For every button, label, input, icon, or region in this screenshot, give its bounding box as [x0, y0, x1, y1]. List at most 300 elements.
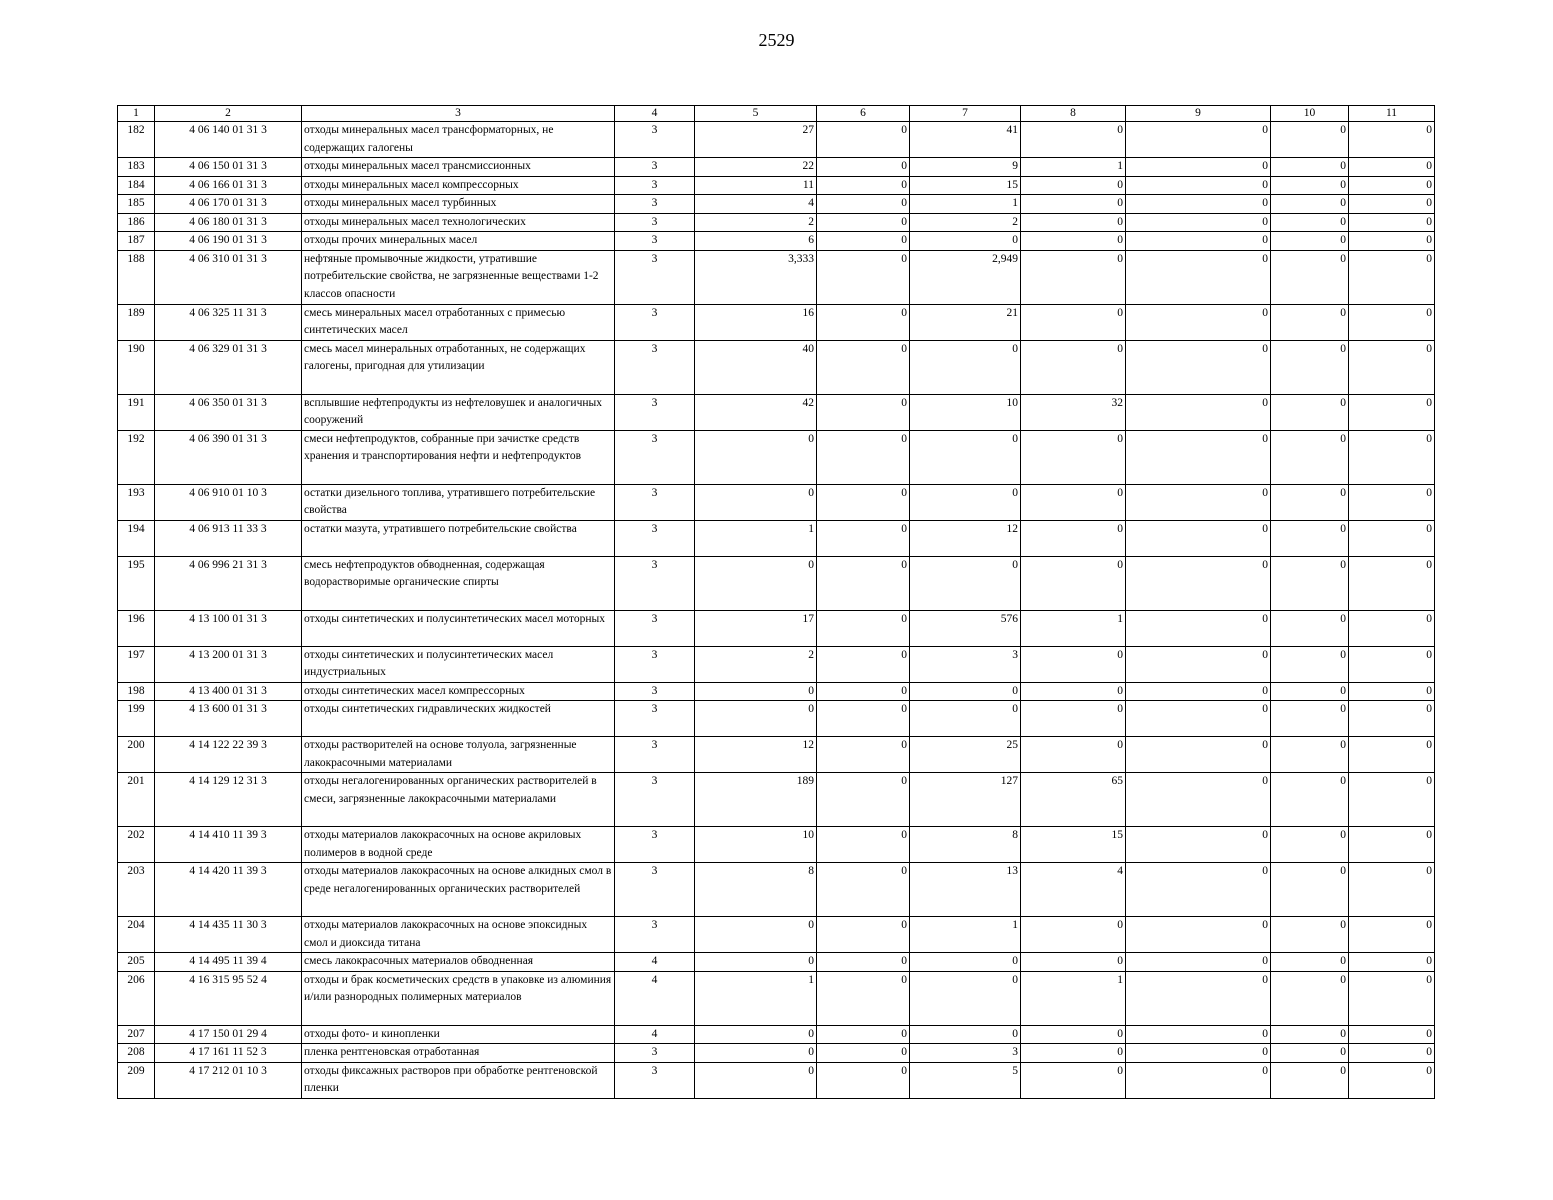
- row-number: 203: [118, 863, 155, 917]
- value-col-11: 0: [1349, 917, 1435, 953]
- waste-code: 4 17 150 01 29 4: [155, 1025, 302, 1044]
- value-col-5: 10: [695, 827, 817, 863]
- value-col-7: 1: [910, 195, 1021, 214]
- value-col-5: 2: [695, 646, 817, 682]
- waste-code: 4 13 100 01 31 3: [155, 610, 302, 646]
- value-col-10: 0: [1271, 213, 1349, 232]
- value-col-11: 0: [1349, 394, 1435, 430]
- value-col-10: 0: [1271, 176, 1349, 195]
- table-row: [118, 556, 1435, 610]
- value-col-7: 3: [910, 1044, 1021, 1063]
- value-col-5: 189: [695, 773, 817, 827]
- table-row: [118, 737, 1435, 773]
- value-col-9: 0: [1126, 304, 1271, 340]
- value-col-11: 0: [1349, 1025, 1435, 1044]
- table-row: [118, 1025, 1435, 1044]
- value-col-9: 0: [1126, 953, 1271, 972]
- value-col-8: 0: [1021, 682, 1126, 701]
- value-col-11: 0: [1349, 304, 1435, 340]
- hazard-class: 3: [615, 773, 695, 827]
- table-row: [118, 195, 1435, 214]
- row-number: 192: [118, 430, 155, 484]
- value-col-5: 0: [695, 484, 817, 520]
- value-col-7: 12: [910, 520, 1021, 556]
- value-col-6: 0: [817, 394, 910, 430]
- table-row: [118, 610, 1435, 646]
- value-col-6: 0: [817, 250, 910, 304]
- hazard-class: 3: [615, 737, 695, 773]
- value-col-6: 0: [817, 971, 910, 1025]
- value-col-8: 0: [1021, 304, 1126, 340]
- value-col-10: 0: [1271, 773, 1349, 827]
- value-col-9: 0: [1126, 917, 1271, 953]
- value-col-6: 0: [817, 682, 910, 701]
- value-col-8: 0: [1021, 556, 1126, 610]
- column-header: 6: [817, 106, 910, 122]
- value-col-9: 0: [1126, 158, 1271, 177]
- value-col-6: 0: [817, 213, 910, 232]
- value-col-6: 0: [817, 917, 910, 953]
- waste-code: 4 14 122 22 39 3: [155, 737, 302, 773]
- value-col-7: 8: [910, 827, 1021, 863]
- row-number: 187: [118, 232, 155, 251]
- column-header: 11: [1349, 106, 1435, 122]
- value-col-11: 0: [1349, 863, 1435, 917]
- hazard-class: 3: [615, 250, 695, 304]
- column-header: 4: [615, 106, 695, 122]
- value-col-10: 0: [1271, 195, 1349, 214]
- waste-code: 4 06 329 01 31 3: [155, 340, 302, 394]
- table-row: [118, 304, 1435, 340]
- value-col-6: 0: [817, 610, 910, 646]
- table-row: [118, 701, 1435, 737]
- value-col-6: 0: [817, 556, 910, 610]
- hazard-class: 3: [615, 610, 695, 646]
- value-col-8: 0: [1021, 701, 1126, 737]
- value-col-9: 0: [1126, 556, 1271, 610]
- waste-code: 4 06 170 01 31 3: [155, 195, 302, 214]
- value-col-6: 0: [817, 195, 910, 214]
- row-number: 208: [118, 1044, 155, 1063]
- table-row: [118, 682, 1435, 701]
- table-row: [118, 827, 1435, 863]
- value-col-11: 0: [1349, 682, 1435, 701]
- waste-name: пленка рентгеновская отработанная: [302, 1044, 615, 1063]
- waste-name: всплывшие нефтепродукты из нефтеловушек и аналогичных сооружений: [302, 394, 615, 430]
- value-col-8: 0: [1021, 176, 1126, 195]
- waste-code: 4 17 212 01 10 3: [155, 1062, 302, 1098]
- value-col-5: 0: [695, 430, 817, 484]
- value-col-6: 0: [817, 1025, 910, 1044]
- row-number: 199: [118, 701, 155, 737]
- value-col-5: 0: [695, 1025, 817, 1044]
- value-col-8: 1: [1021, 158, 1126, 177]
- value-col-7: 0: [910, 340, 1021, 394]
- waste-code: 4 14 495 11 39 4: [155, 953, 302, 972]
- value-col-6: 0: [817, 773, 910, 827]
- value-col-6: 0: [817, 701, 910, 737]
- table-row: [118, 340, 1435, 394]
- value-col-7: 0: [910, 484, 1021, 520]
- row-number: 182: [118, 122, 155, 158]
- value-col-10: 0: [1271, 971, 1349, 1025]
- value-col-5: 0: [695, 1062, 817, 1098]
- value-col-9: 0: [1126, 1044, 1271, 1063]
- row-number: 184: [118, 176, 155, 195]
- value-col-8: 0: [1021, 917, 1126, 953]
- waste-code: 4 06 390 01 31 3: [155, 430, 302, 484]
- waste-name: отходы минеральных масел трансформаторных, не содержащих галогены: [302, 122, 615, 158]
- value-col-6: 0: [817, 232, 910, 251]
- value-col-9: 0: [1126, 863, 1271, 917]
- value-col-8: 0: [1021, 953, 1126, 972]
- waste-code: 4 06 140 01 31 3: [155, 122, 302, 158]
- value-col-7: 15: [910, 176, 1021, 195]
- value-col-10: 0: [1271, 520, 1349, 556]
- table-row: [118, 394, 1435, 430]
- waste-code: 4 16 315 95 52 4: [155, 971, 302, 1025]
- value-col-5: 16: [695, 304, 817, 340]
- hazard-class: 3: [615, 158, 695, 177]
- table-row: [118, 773, 1435, 827]
- column-header: 5: [695, 106, 817, 122]
- value-col-11: 0: [1349, 773, 1435, 827]
- value-col-9: 0: [1126, 250, 1271, 304]
- column-header: 10: [1271, 106, 1349, 122]
- waste-code: 4 06 325 11 31 3: [155, 304, 302, 340]
- column-header: 7: [910, 106, 1021, 122]
- waste-code: 4 06 350 01 31 3: [155, 394, 302, 430]
- hazard-class: 3: [615, 646, 695, 682]
- value-col-5: 12: [695, 737, 817, 773]
- value-col-8: 0: [1021, 1044, 1126, 1063]
- row-number: 183: [118, 158, 155, 177]
- value-col-10: 0: [1271, 827, 1349, 863]
- row-number: 186: [118, 213, 155, 232]
- value-col-7: 576: [910, 610, 1021, 646]
- value-col-9: 0: [1126, 701, 1271, 737]
- value-col-8: 0: [1021, 646, 1126, 682]
- hazard-class: 3: [615, 917, 695, 953]
- row-number: 185: [118, 195, 155, 214]
- row-number: 209: [118, 1062, 155, 1098]
- waste-code: 4 14 435 11 30 3: [155, 917, 302, 953]
- hazard-class: 3: [615, 1062, 695, 1098]
- table-row: [118, 232, 1435, 251]
- waste-name: остатки дизельного топлива, утратившего потребительские свойства: [302, 484, 615, 520]
- waste-table: [117, 105, 1435, 1099]
- value-col-10: 0: [1271, 610, 1349, 646]
- value-col-10: 0: [1271, 232, 1349, 251]
- value-col-8: 32: [1021, 394, 1126, 430]
- value-col-11: 0: [1349, 176, 1435, 195]
- column-header: 2: [155, 106, 302, 122]
- hazard-class: 3: [615, 394, 695, 430]
- value-col-5: 27: [695, 122, 817, 158]
- hazard-class: 3: [615, 556, 695, 610]
- waste-name: отходы синтетических и полусинтетических масел индустриальных: [302, 646, 615, 682]
- value-col-5: 0: [695, 953, 817, 972]
- hazard-class: 3: [615, 213, 695, 232]
- waste-name: отходы синтетических и полусинтетических масел моторных: [302, 610, 615, 646]
- value-col-10: 0: [1271, 682, 1349, 701]
- value-col-8: 0: [1021, 340, 1126, 394]
- waste-name: отходы фиксажных растворов при обработке рентгеновской пленки: [302, 1062, 615, 1098]
- hazard-class: 3: [615, 195, 695, 214]
- table-row: [118, 158, 1435, 177]
- column-header: 3: [302, 106, 615, 122]
- value-col-8: 0: [1021, 195, 1126, 214]
- column-header: 8: [1021, 106, 1126, 122]
- value-col-11: 0: [1349, 520, 1435, 556]
- waste-code: 4 14 129 12 31 3: [155, 773, 302, 827]
- value-col-6: 0: [817, 304, 910, 340]
- table-body: [118, 106, 1435, 1099]
- table-row: [118, 430, 1435, 484]
- value-col-8: 1: [1021, 971, 1126, 1025]
- value-col-8: 0: [1021, 122, 1126, 158]
- value-col-10: 0: [1271, 340, 1349, 394]
- waste-name: отходы материалов лакокрасочных на основе эпоксидных смол и диоксида титана: [302, 917, 615, 953]
- waste-code: 4 13 200 01 31 3: [155, 646, 302, 682]
- value-col-10: 0: [1271, 701, 1349, 737]
- value-col-7: 0: [910, 682, 1021, 701]
- value-col-9: 0: [1126, 394, 1271, 430]
- row-number: 204: [118, 917, 155, 953]
- value-col-9: 0: [1126, 646, 1271, 682]
- hazard-class: 3: [615, 304, 695, 340]
- value-col-9: 0: [1126, 1025, 1271, 1044]
- value-col-8: 0: [1021, 520, 1126, 556]
- value-col-10: 0: [1271, 484, 1349, 520]
- table-row: [118, 1062, 1435, 1098]
- value-col-7: 0: [910, 701, 1021, 737]
- value-col-8: 1: [1021, 610, 1126, 646]
- waste-name: отходы минеральных масел технологических: [302, 213, 615, 232]
- value-col-8: 15: [1021, 827, 1126, 863]
- value-col-5: 3,333: [695, 250, 817, 304]
- table-row: [118, 250, 1435, 304]
- value-col-9: 0: [1126, 737, 1271, 773]
- hazard-class: 3: [615, 1044, 695, 1063]
- waste-name: смеси нефтепродуктов, собранные при зачистке средств хранения и транспортирования нефти и нефтепродуктов: [302, 430, 615, 484]
- waste-code: 4 06 180 01 31 3: [155, 213, 302, 232]
- row-number: 205: [118, 953, 155, 972]
- value-col-8: 65: [1021, 773, 1126, 827]
- hazard-class: 3: [615, 701, 695, 737]
- waste-name: отходы и брак косметических средств в упаковке из алюминия и/или разнородных полимерных материалов: [302, 971, 615, 1025]
- value-col-5: 0: [695, 917, 817, 953]
- hazard-class: 4: [615, 953, 695, 972]
- table-row: [118, 213, 1435, 232]
- value-col-7: 0: [910, 1025, 1021, 1044]
- value-col-10: 0: [1271, 646, 1349, 682]
- hazard-class: 3: [615, 122, 695, 158]
- value-col-9: 0: [1126, 484, 1271, 520]
- waste-name: отходы прочих минеральных масел: [302, 232, 615, 251]
- waste-name: смесь минеральных масел отработанных с примесью синтетических масел: [302, 304, 615, 340]
- value-col-7: 21: [910, 304, 1021, 340]
- value-col-5: 11: [695, 176, 817, 195]
- value-col-10: 0: [1271, 304, 1349, 340]
- waste-code: 4 06 310 01 31 3: [155, 250, 302, 304]
- waste-code: 4 06 913 11 33 3: [155, 520, 302, 556]
- waste-code: 4 06 190 01 31 3: [155, 232, 302, 251]
- waste-name: отходы минеральных масел трансмиссионных: [302, 158, 615, 177]
- waste-code: 4 13 600 01 31 3: [155, 701, 302, 737]
- value-col-9: 0: [1126, 682, 1271, 701]
- row-number: 202: [118, 827, 155, 863]
- table-row: [118, 520, 1435, 556]
- waste-name: остатки мазута, утратившего потребительские свойства: [302, 520, 615, 556]
- value-col-11: 0: [1349, 701, 1435, 737]
- value-col-8: 0: [1021, 1062, 1126, 1098]
- row-number: 207: [118, 1025, 155, 1044]
- value-col-7: 5: [910, 1062, 1021, 1098]
- value-col-8: 0: [1021, 213, 1126, 232]
- value-col-6: 0: [817, 737, 910, 773]
- waste-name: отходы растворителей на основе толуола, загрязненные лакокрасочными материалами: [302, 737, 615, 773]
- row-number: 190: [118, 340, 155, 394]
- waste-code: 4 13 400 01 31 3: [155, 682, 302, 701]
- waste-name: отходы синтетических масел компрессорных: [302, 682, 615, 701]
- value-col-11: 0: [1349, 1044, 1435, 1063]
- value-col-8: 0: [1021, 250, 1126, 304]
- value-col-9: 0: [1126, 232, 1271, 251]
- value-col-5: 2: [695, 213, 817, 232]
- value-col-6: 0: [817, 520, 910, 556]
- value-col-9: 0: [1126, 213, 1271, 232]
- table-row: [118, 863, 1435, 917]
- value-col-10: 0: [1271, 394, 1349, 430]
- waste-code: 4 14 410 11 39 3: [155, 827, 302, 863]
- table-row: [118, 971, 1435, 1025]
- hazard-class: 3: [615, 484, 695, 520]
- value-col-9: 0: [1126, 195, 1271, 214]
- row-number: 198: [118, 682, 155, 701]
- value-col-7: 0: [910, 971, 1021, 1025]
- value-col-5: 0: [695, 701, 817, 737]
- hazard-class: 4: [615, 1025, 695, 1044]
- value-col-7: 2,949: [910, 250, 1021, 304]
- row-number: 188: [118, 250, 155, 304]
- waste-name: нефтяные промывочные жидкости, утратившие потребительские свойства, не загрязненные веществами 1-2 классов опасности: [302, 250, 615, 304]
- value-col-5: 0: [695, 1044, 817, 1063]
- value-col-9: 0: [1126, 520, 1271, 556]
- hazard-class: 3: [615, 430, 695, 484]
- value-col-11: 0: [1349, 971, 1435, 1025]
- row-number: 194: [118, 520, 155, 556]
- waste-name: отходы минеральных масел компрессорных: [302, 176, 615, 195]
- value-col-6: 0: [817, 863, 910, 917]
- value-col-11: 0: [1349, 646, 1435, 682]
- header-row: [118, 106, 1435, 122]
- value-col-7: 0: [910, 556, 1021, 610]
- hazard-class: 3: [615, 682, 695, 701]
- waste-code: 4 14 420 11 39 3: [155, 863, 302, 917]
- value-col-7: 10: [910, 394, 1021, 430]
- hazard-class: 3: [615, 340, 695, 394]
- row-number: 191: [118, 394, 155, 430]
- waste-name: отходы материалов лакокрасочных на основе алкидных смол в среде негалогенированных органических растворителей: [302, 863, 615, 917]
- value-col-5: 6: [695, 232, 817, 251]
- value-col-11: 0: [1349, 610, 1435, 646]
- hazard-class: 3: [615, 176, 695, 195]
- value-col-7: 1: [910, 917, 1021, 953]
- value-col-10: 0: [1271, 556, 1349, 610]
- row-number: 200: [118, 737, 155, 773]
- value-col-11: 0: [1349, 484, 1435, 520]
- column-header: 1: [118, 106, 155, 122]
- value-col-5: 0: [695, 556, 817, 610]
- table-row: [118, 953, 1435, 972]
- value-col-6: 0: [817, 953, 910, 972]
- value-col-6: 0: [817, 484, 910, 520]
- value-col-5: 42: [695, 394, 817, 430]
- value-col-11: 0: [1349, 213, 1435, 232]
- value-col-5: 1: [695, 520, 817, 556]
- value-col-10: 0: [1271, 917, 1349, 953]
- table-row: [118, 1044, 1435, 1063]
- value-col-7: 127: [910, 773, 1021, 827]
- row-number: 201: [118, 773, 155, 827]
- waste-name: смесь масел минеральных отработанных, не содержащих галогены, пригодная для утилизации: [302, 340, 615, 394]
- row-number: 197: [118, 646, 155, 682]
- table-row: [118, 122, 1435, 158]
- value-col-11: 0: [1349, 195, 1435, 214]
- value-col-11: 0: [1349, 250, 1435, 304]
- row-number: 196: [118, 610, 155, 646]
- row-number: 193: [118, 484, 155, 520]
- value-col-8: 0: [1021, 430, 1126, 484]
- value-col-9: 0: [1126, 971, 1271, 1025]
- value-col-5: 22: [695, 158, 817, 177]
- waste-name: смесь нефтепродуктов обводненная, содержащая водорастворимые органические спирты: [302, 556, 615, 610]
- row-number: 189: [118, 304, 155, 340]
- value-col-6: 0: [817, 1062, 910, 1098]
- value-col-11: 0: [1349, 430, 1435, 484]
- value-col-11: 0: [1349, 556, 1435, 610]
- value-col-11: 0: [1349, 232, 1435, 251]
- table-row: [118, 917, 1435, 953]
- hazard-class: 3: [615, 520, 695, 556]
- value-col-11: 0: [1349, 953, 1435, 972]
- value-col-9: 0: [1126, 340, 1271, 394]
- table-row: [118, 646, 1435, 682]
- waste-name: отходы фото- и кинопленки: [302, 1025, 615, 1044]
- column-header: 9: [1126, 106, 1271, 122]
- waste-name: отходы минеральных масел турбинных: [302, 195, 615, 214]
- value-col-9: 0: [1126, 430, 1271, 484]
- value-col-7: 13: [910, 863, 1021, 917]
- value-col-5: 0: [695, 682, 817, 701]
- value-col-10: 0: [1271, 1044, 1349, 1063]
- value-col-5: 40: [695, 340, 817, 394]
- value-col-7: 9: [910, 158, 1021, 177]
- value-col-9: 0: [1126, 773, 1271, 827]
- value-col-6: 0: [817, 122, 910, 158]
- value-col-7: 0: [910, 232, 1021, 251]
- value-col-6: 0: [817, 340, 910, 394]
- value-col-7: 3: [910, 646, 1021, 682]
- row-number: 206: [118, 971, 155, 1025]
- waste-name: отходы негалогенированных органических растворителей в смеси, загрязненные лакокрасочными материалами: [302, 773, 615, 827]
- hazard-class: 3: [615, 827, 695, 863]
- value-col-7: 25: [910, 737, 1021, 773]
- waste-name: отходы синтетических гидравлических жидкостей: [302, 701, 615, 737]
- waste-code: 4 06 996 21 31 3: [155, 556, 302, 610]
- value-col-10: 0: [1271, 1025, 1349, 1044]
